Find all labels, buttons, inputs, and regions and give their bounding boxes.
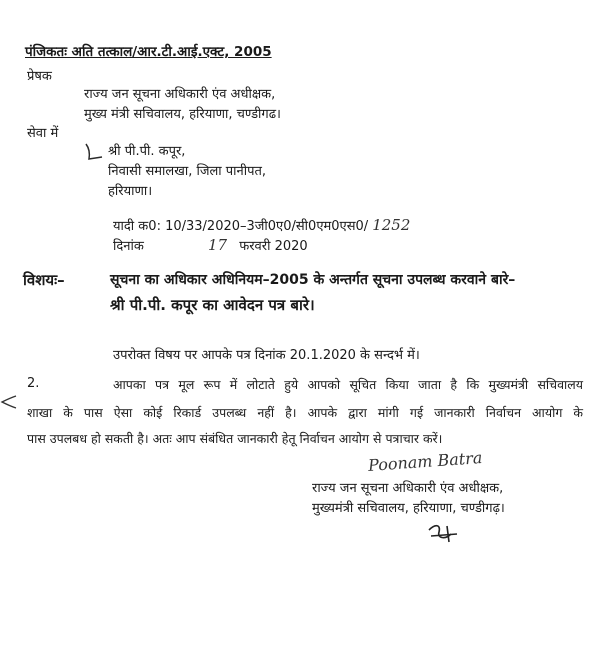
subject-label: विशयः–	[23, 271, 65, 289]
sender-line-1: राज्य जन सूचना अधिकारी एंव अधीक्षक,	[84, 87, 276, 102]
memo-number-handwritten: 1252	[372, 216, 411, 234]
body-paragraph-1: उपरोक्त विषय पर आपके पत्र दिनांक 20.1.2020 के सन्दर्भ में।	[113, 348, 420, 363]
recipient-address-1: निवासी समालखा, जिला पानीपत,	[108, 164, 267, 179]
subject-line-1: सूचना का अधिकार अधिनियम–2005 के अन्तर्गत सूचना उपलब्ध करवाने बारे–	[110, 272, 516, 288]
handwritten-signature: Poonam Batra	[367, 448, 483, 475]
signature-line-2: मुख्यमंत्री सचिवालय, हरियाणा, चण्डीगढ़।	[312, 501, 505, 516]
memo-number-row	[113, 216, 410, 234]
subject-line-2: श्री पी.पी. कपूर का आवेदन पत्र बारे।	[110, 296, 315, 314]
recipient-label: सेवा में	[27, 126, 59, 141]
sender-label: प्रेषक	[27, 69, 52, 84]
recipient-address-2: हरियाणा।	[108, 184, 153, 199]
handwritten-tick-mark	[84, 140, 104, 162]
recipient-name: श्री पी.पी. कपूर,	[108, 144, 186, 159]
body-paragraph-2-line-3: पास उपलबध हो सकती है। अतः आप संबंधित जानकारी हेतू निर्वाचन आयोग से पत्राचार करें।	[27, 431, 443, 446]
body-paragraph-2-line-2: शाखा के पास ऐसा कोई रिकार्ड उपलब्ध नहीं है। आपके द्वारा मांगी गई जानकारी निर्वाचन आयोग के	[27, 405, 583, 420]
initials-scribble	[425, 520, 459, 544]
date-label: दिनांक	[113, 239, 144, 254]
sender-line-2: मुख्य मंत्री सचिवालय, हरियाणा, चण्डीगढ।	[84, 107, 281, 122]
date-row	[113, 236, 308, 254]
date-handwritten: 17	[207, 236, 228, 254]
signature-line-1: राज्य जन सूचना अधिकारी एंव अधीक्षक,	[312, 481, 504, 496]
paragraph-number: 2.	[27, 376, 40, 391]
body-paragraph-2-line-1: आपका पत्र मूल रूप में लोटाते हुये आपको सूचित किया जाता है कि मुख्यमंत्री सचिवालय	[113, 377, 583, 392]
registration-header: पंजिकतः अति तत्काल/आर.टी.आई.एक्ट, 2005	[25, 44, 272, 60]
date-month-year: फरवरी 2020	[239, 239, 308, 254]
margin-hand-mark	[0, 394, 18, 410]
memo-number-label: यादी क0: 10/33/2020–3जी0ए0/सी0एम0एस0/	[113, 219, 369, 234]
